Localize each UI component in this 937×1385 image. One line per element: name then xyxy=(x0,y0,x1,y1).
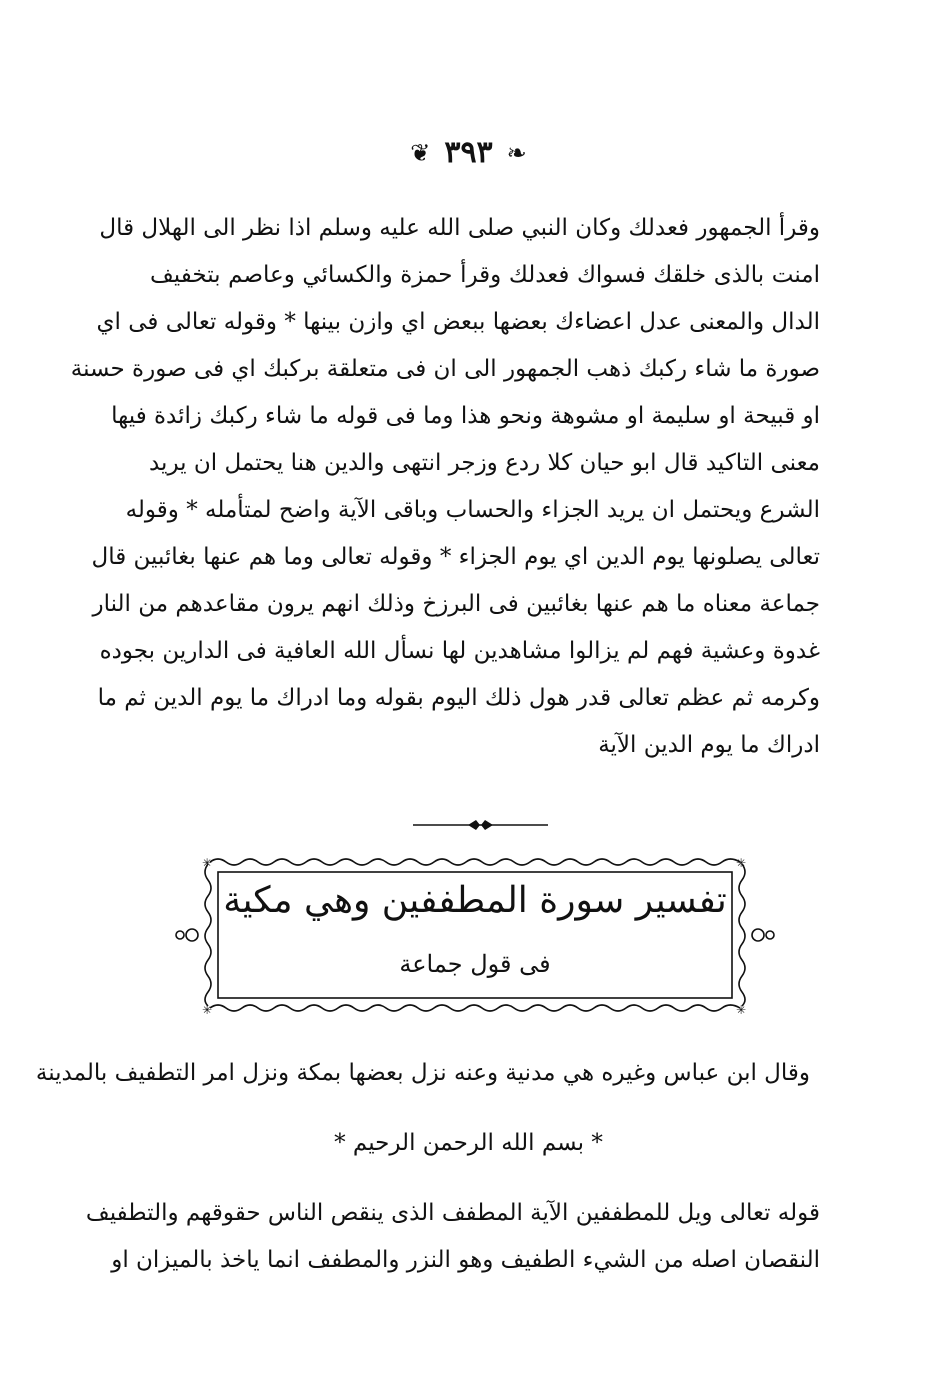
text-line: ادراك ما يوم الدين الآية xyxy=(598,732,820,758)
text-line: صورة ما شاء ركبك ذهب الجمهور الى ان فى متعلقة بركبك اي فى صورة حسنة xyxy=(70,356,820,382)
commentary-text-continued xyxy=(85,1190,820,1284)
text-line: امنت بالذى خلقك فسواك فعدلك وقرأ حمزة والكسائي وعاصم بتخفيف xyxy=(150,262,820,288)
surah-subtitle: فى قول جماعة xyxy=(399,950,551,978)
text-line: النقصان اصله من الشيء الطفيف وهو النزر والمطفف انما ياخذ بالميزان او xyxy=(111,1247,820,1273)
text-line: معنى التاكيد قال ابو حيان كلا ردع وزجر انتهى والدين هنا يحتمل ان يريد xyxy=(148,450,820,476)
text-line: وقرأ الجمهور فعدلك وكان النبي صلى الله عليه وسلم اذا نظر الى الهلال قال xyxy=(99,215,820,241)
svg-text:✳: ✳ xyxy=(202,856,213,870)
text-line: تعالى يصلونها يوم الدين اي يوم الجزاء * وقوله تعالى وما هم عنها بغائبين قال xyxy=(91,544,820,570)
commentary-text xyxy=(70,205,820,769)
text-line: الشرع ويحتمل ان يريد الجزاء والحساب وباقى الآية واضح لمتأمله * وقوله xyxy=(125,497,820,523)
text-line: او قبيحة او سليمة او مشوهة ونحو هذا وما فى قوله ما شاء ركبك زائدة فيها xyxy=(111,403,820,429)
text-line: وكرمه ثم عظم تعالى قدر هول ذلك اليوم بقوله وما ادراك ما يوم الدين ثم ما xyxy=(97,685,820,711)
page-number: ٣٩٣ xyxy=(444,135,493,170)
right-ornament-icon: ❧ xyxy=(506,138,527,167)
revelation-note: وقال ابن عباس وغيره هي مدنية وعنه نزل بعضها بمكة ونزل امر التطفيف بالمدينة xyxy=(35,1060,810,1086)
ornamental-border-icon xyxy=(170,850,780,1020)
basmala: * بسم الله الرحمن الرحيم * xyxy=(334,1130,603,1156)
text-line: قوله تعالى ويل للمطففين الآية المطفف الذى ينقص الناس حقوقهم والتطفيف xyxy=(85,1200,820,1226)
left-ornament-icon: ❦ xyxy=(410,138,431,167)
text-line: جماعة معناه ما هم عنها بغائبين فى البرزخ وذلك انهم يرون مقاعدهم من النار xyxy=(92,591,820,617)
text-line: الدال والمعنى عدل اعضاءك بعضها ببعض اي وازن بينها * وقوله تعالى فى اي xyxy=(96,309,820,335)
text-line: غدوة وعشية فهم لم يزالوا مشاهدين لها نسأل الله العافية فى الدارين بجوده xyxy=(99,638,820,664)
section-separator xyxy=(413,818,548,832)
surah-title: تفسير سورة المطففين وهي مكية xyxy=(223,880,727,921)
svg-text:✳: ✳ xyxy=(202,1003,213,1017)
surah-title-frame xyxy=(170,850,780,1020)
page-number-header xyxy=(0,135,937,170)
svg-text:✳: ✳ xyxy=(736,1003,747,1017)
svg-text:✳: ✳ xyxy=(736,856,747,870)
